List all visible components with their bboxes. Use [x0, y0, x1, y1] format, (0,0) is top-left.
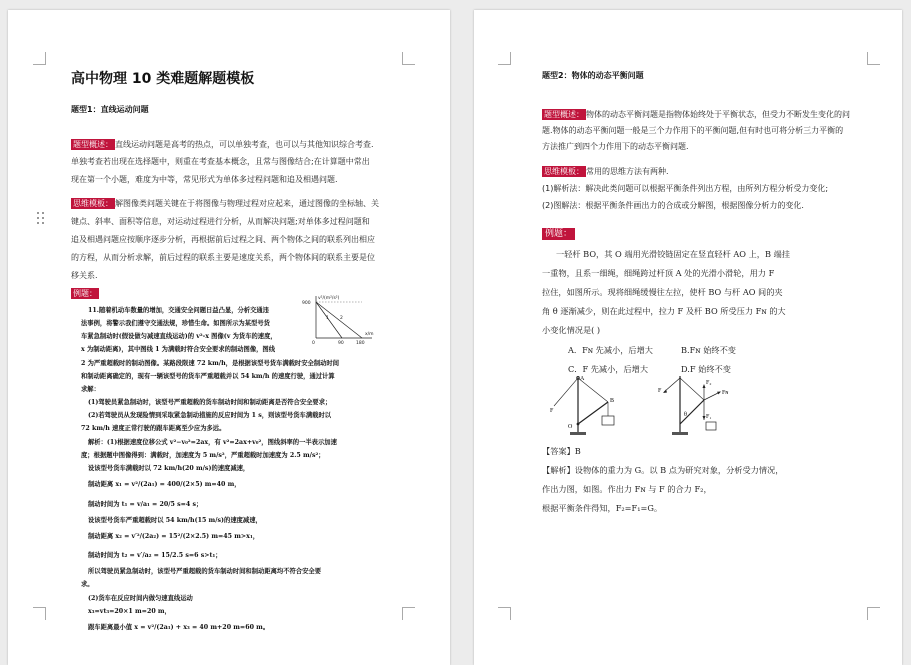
solution-line: x₃=vt₃=20×1 m=20 m，: [88, 608, 171, 615]
option-d: D.F 始终不变: [681, 364, 731, 374]
problem-line: 一轻杆 BO，其 O 端用光滑铰链固定在竖直轻杆 AO 上，B 端挂: [556, 249, 790, 259]
solution-line: 制动时间为 t₂ = v′/a₂ = 15/2.5 s=6 s>t₁；: [88, 552, 222, 559]
overview-line: 方法推广到四个力作用下的动态平衡问题.: [542, 142, 689, 151]
graph-x-tick: 180: [356, 341, 365, 346]
analysis-line: 作出力图，如图。作出力 Fɴ 与 F 的合力 F₂，: [542, 484, 712, 494]
option-c: C．F 先减小，后增大: [568, 364, 649, 374]
graph-line-2: [316, 302, 362, 338]
option-b: B.Fɴ 始终不变: [681, 345, 736, 355]
analysis-line: 根据平衡条件得知，F₂=F₁=G。: [542, 503, 663, 513]
graph-x-tick: 0: [312, 341, 315, 346]
thinking-tag: 思维模板：: [73, 199, 113, 208]
thinking-line: 移关系.: [71, 271, 98, 280]
svg-text:F₁: F₁: [706, 414, 712, 420]
problem-line: 拉住，如图所示。现将细绳缓慢往左拉，使杆 BO 与杆 AO 间的夹: [542, 287, 783, 297]
option-a: A．Fɴ 先减小，后增大: [568, 345, 653, 355]
document-page-2: [474, 10, 902, 665]
svg-text:O: O: [568, 424, 573, 430]
graph-line-label: 2: [340, 316, 343, 321]
solution-line: 解析：(1)根据速度位移公式 v²−v₀²=2ax，有 v²=2ax+v₀²，图线斜率的一半表示加速: [88, 439, 337, 446]
solution-line: 跟车距离最小值 x = v²/(2a₁) + x₃ = 40 m+20 m=60 m。: [88, 624, 270, 631]
problem-line: 法事例，将警示我们遵守交通法规，珍惜生命。如图所示为某型号货: [81, 320, 270, 327]
graph-line-label: 1: [326, 316, 329, 321]
document-title: 高中物理 10 类难题解题模板: [71, 71, 255, 87]
thinking-line: 追及相遇问题应按顺序逐步分析，再根据前后过程之间、两个物体之间的联系列出相应: [71, 235, 375, 244]
problem-line: 车紧急制动时(假设做匀减速直线运动)的 v²-x 图像(v 为货车的速度，: [81, 333, 277, 340]
crop-mark: [402, 52, 415, 65]
solution-line: 所以驾驶员紧急制动时，该型号严重超载的货车制动时间和制动距离均不符合安全要: [88, 568, 321, 575]
graph-x-tick: 90: [338, 341, 344, 346]
overview-tag: 题型概述：: [544, 110, 584, 119]
method-line: (2)图解法：根据平衡条件画出力的合成或分解图，根据图像分析力的变化.: [542, 201, 804, 210]
example-label: [542, 230, 575, 239]
crop-mark: [498, 607, 511, 620]
crop-mark: [33, 607, 46, 620]
analysis-line: 【解析】设物体的重力为 G。以 B 点为研究对象，分析受力情况，: [542, 465, 784, 475]
method-line: (1)解析法：解决此类问题可以根据平衡条件列出方程，由所列方程分析受力变化;: [542, 184, 829, 193]
drag-handle-icon[interactable]: [37, 212, 47, 226]
svg-text:A: A: [580, 376, 585, 382]
problem-line: 2 为严重超载时的制动图像。某路段限速 72 km/h，是根据该型号货车满载时安全制动时间: [81, 360, 340, 367]
thinking-line: 的方程，从而分析求解，前后过程的联系主要是速度关系，两个物体间的联系主要是位: [71, 253, 375, 262]
thinking-line: 思维模板： 常用的思维方法有两种.: [544, 167, 669, 176]
solution-line: 制动距离 x₁ = v²/(2a₁) = 400/(2×5) m=40 m，: [88, 481, 241, 488]
overview-line: 单独考查若出现在选择题中，则重在考查基本概念，且常与图像结合;在计算题中常出: [71, 157, 370, 166]
answer-line: 【答案】B: [542, 446, 581, 456]
svg-text:Fɴ: Fɴ: [722, 390, 729, 396]
overview-line: 题型概述： 直线运动问题是高考的热点，可以单独考查，也可以与其他知识综合考查.: [73, 140, 374, 149]
crop-mark: [498, 52, 511, 65]
v2-x-graph: [298, 294, 374, 346]
svg-text:F: F: [550, 408, 554, 414]
rod-pulley-figure: [546, 372, 626, 438]
solution-line: 求。: [81, 581, 94, 588]
svg-text:F₂: F₂: [706, 380, 712, 386]
overview-line: 题.物体的动态平衡问题一般是三个力作用下的平衡问题,但有时也可将分析三力平衡的: [542, 126, 844, 135]
problem-line: (2)若驾驶员从发现险情到采取紧急制动措施的反应时间为 1 s，则该型号货车满载时以: [88, 412, 332, 419]
solution-line: (2)货车在反应时间内做匀速直线运动: [88, 595, 193, 602]
thinking-line: 思维模板： 解图像类问题关键在于将图像与物理过程对应起来，通过图像的坐标轴、关: [73, 199, 379, 208]
section-heading: 题型1：直线运动问题: [71, 105, 149, 114]
example-label: [71, 290, 99, 298]
svg-text:θ: θ: [684, 412, 687, 418]
solution-line: 度；根据题中图像得到：满载时，加速度为 5 m/s²，严重超载时加速度为 2.5 m/s²；: [81, 452, 325, 459]
thinking-line: 键点、斜率、面积等信息，对运动过程进行分析，从而解决问题;对单体多过程问题和: [71, 217, 370, 226]
document-page-1: [8, 10, 450, 665]
example-tag: 例题：: [73, 289, 97, 298]
crop-mark: [33, 52, 46, 65]
crop-mark: [867, 607, 880, 620]
graph-line-1: [316, 302, 342, 338]
section-heading: 题型2：物体的动态平衡问题: [542, 71, 644, 80]
overview-tag: 题型概述：: [73, 140, 113, 149]
problem-line: 72 km/h 速度正常行驶的跟车距离至少应为多远。: [81, 425, 226, 432]
solution-line: 设该型号货车满载时以 72 km/h(20 m/s)的速度减速，: [88, 465, 250, 472]
overview-line: 题型概述： 物体的动态平衡问题是指物体始终处于平衡状态，但受力不断发生变化的问: [544, 110, 850, 119]
problem-line: 和制动距离确定的，现有一辆该型号的货车严重超载并以 54 km/h 的速度行驶，通过计算: [81, 373, 335, 380]
solution-line: 制动距离 x₂ = v′²/(2a₂) = 15²/(2×2.5) m=45 m>x₁，: [88, 533, 259, 540]
problem-line: 求解：: [81, 386, 100, 393]
problem-line: (1)驾驶员紧急制动时，该型号严重超载的货车制动时间和制动距离是否符合安全要求；: [88, 399, 332, 406]
svg-text:B: B: [610, 398, 615, 404]
graph-x-label: x/m: [365, 332, 374, 337]
graph-y-label: v²/(m²/s²): [318, 296, 340, 301]
svg-text:F: F: [658, 388, 662, 394]
problem-line: 小变化情况是( ): [542, 325, 601, 335]
solution-line: 制动时间为 t₁ = v/a₁ = 20/5 s=4 s；: [88, 501, 203, 508]
graph-y-tick: 900: [302, 301, 311, 306]
problem-line: 11.随着机动车数量的增加，交通安全问题日益凸显，分析交通违: [88, 307, 269, 314]
crop-mark: [867, 52, 880, 65]
problem-line: x 为制动距离)，其中图线 1 为满载时符合安全要求的制动图像，图线: [81, 346, 276, 353]
overview-line: 现在第一个小题，难度为中等，常见形式为单体多过程问题和追及相遇问题.: [71, 175, 338, 184]
crop-mark: [402, 607, 415, 620]
thinking-tag: 思维模板：: [544, 167, 584, 176]
example-tag: 例题：: [542, 228, 575, 240]
problem-line: 角 θ 逐渐减少，则在此过程中，拉力 F 及杆 BO 所受压力 Fɴ 的大: [542, 306, 786, 316]
force-diagram-figure: [654, 372, 744, 438]
problem-line: 一重物，且系一细绳，细绳跨过杆顶 A 处的光滑小滑轮，用力 F: [542, 268, 775, 278]
solution-line: 设该型号货车严重超载时以 54 km/h(15 m/s)的速度减速，: [88, 517, 262, 524]
